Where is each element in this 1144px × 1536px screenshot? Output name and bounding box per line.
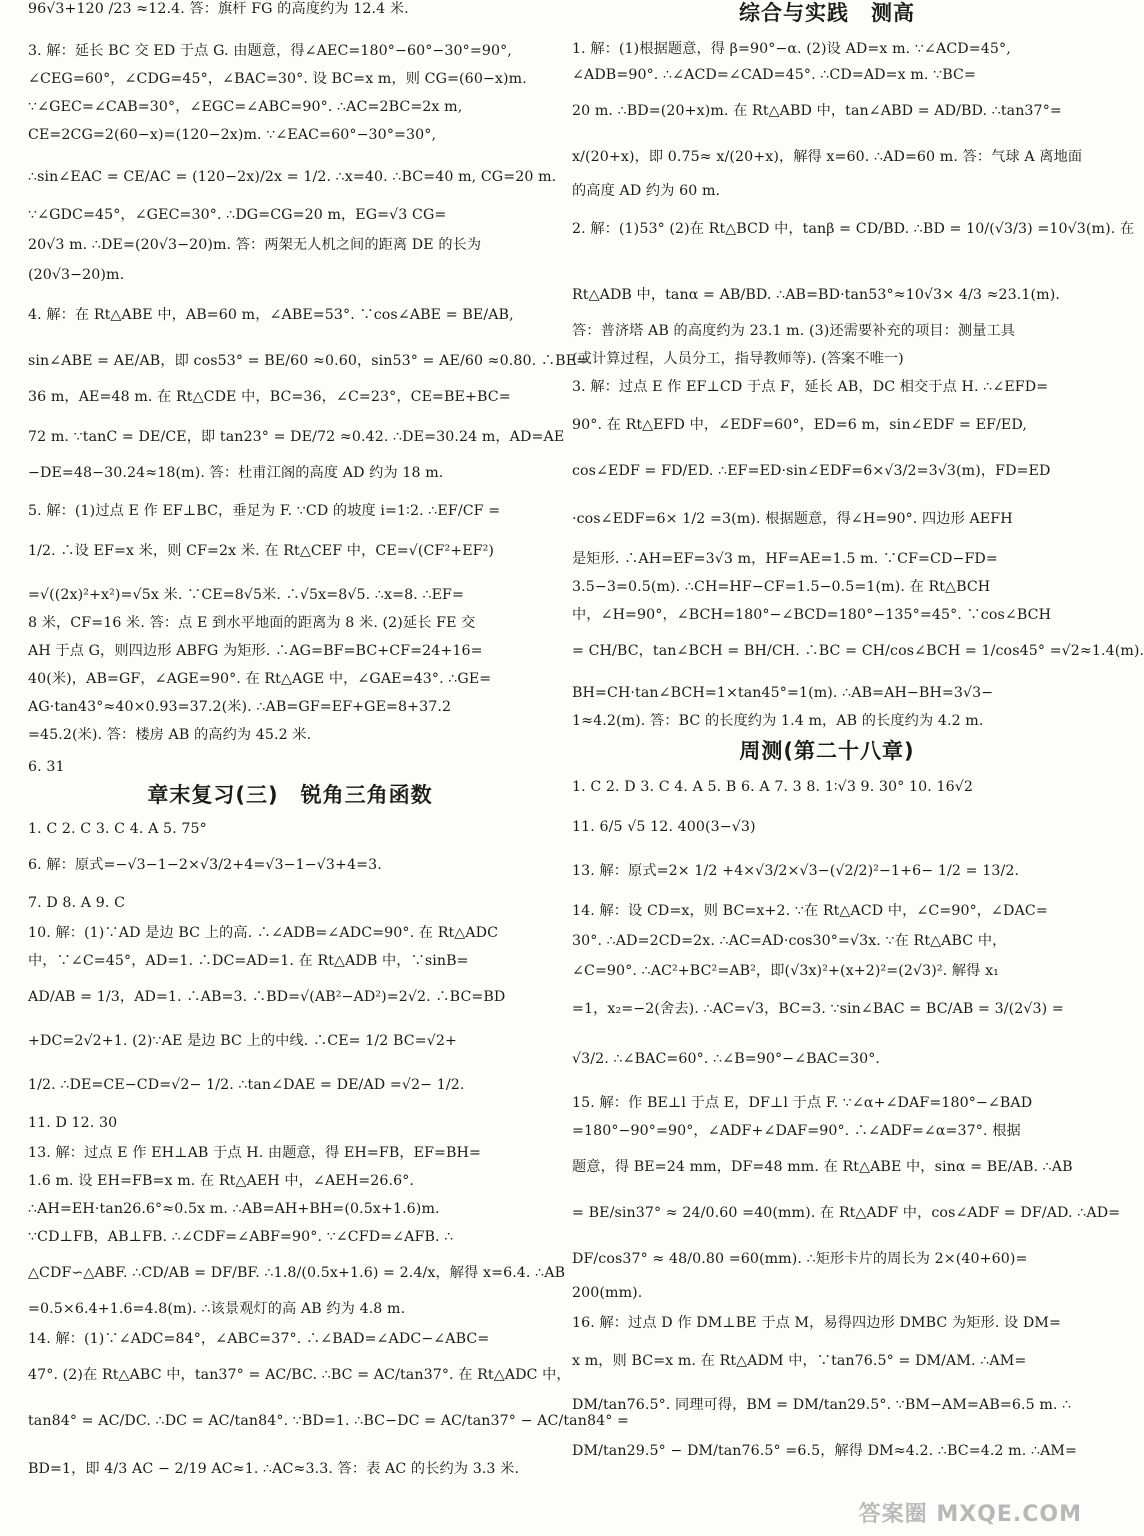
- text-line: 30°. ∴AD=2CD=2x. ∴AC=AD·cos30°=√3x. ∵在 Rt△ABC 中，: [572, 933, 1007, 949]
- text-line: 90°. 在 Rt△EFD 中，∠EDF=60°，ED=6 m，sin∠EDF = EF/ED,: [572, 417, 1027, 433]
- text-line: AD/AB = 1/3，AD=1. ∴AB=3. ∴BD=√(AB²−AD²)=2√2. ∴BC=BD: [28, 989, 506, 1005]
- text-line: √3/2. ∴∠BAC=60°. ∴∠B=90°−∠BAC=30°.: [572, 1051, 881, 1067]
- text-line: 72 m. ∵tanC = DE/CE，即 tan23° = DE/72 ≈0.42. ∴DE=30.24 m，AD=AE: [28, 429, 565, 445]
- text-line: ∠CEG=60°，∠CDG=45°，∠BAC=30°. 设 BC=x m，则 CG=(60−x)m.: [28, 71, 527, 87]
- text-line: 3. 解：过点 E 作 EF⊥CD 于点 F，延长 AB，DC 相交于点 H. ∴∠EFD=: [572, 379, 1049, 395]
- text-line: 16. 解：过点 D 作 DM⊥BE 于点 M，易得四边形 DMBC 为矩形. 设 DM=: [572, 1315, 1062, 1331]
- text-line: 4. 解：在 Rt△ABE 中，AB=60 m，∠ABE=53°. ∵cos∠ABE = BE/AB,: [28, 307, 514, 323]
- text-line: ∠C=90°. ∴AC²+BC²=AB²，即(√3x)²+(x+2)²=(2√3)². 解得 x₁: [572, 963, 999, 979]
- text-line: Rt△ADB 中，tanα = AB/BD. ∴AB=BD·tan53°≈10√3× 4/3 ≈23.1(m).: [572, 287, 1060, 303]
- text-line: 10. 解：(1)∵AD 是边 BC 上的高. ∴∠ADB=∠ADC=90°. 在 Rt△ADC: [28, 925, 499, 941]
- text-line: 15. 解：作 BE⊥l 于点 E，DF⊥l 于点 F. ∵∠α+∠DAF=180°−∠BAD: [572, 1095, 1033, 1111]
- text-line: 中，∵∠C=45°，AD=1. ∴DC=AD=1. 在 Rt△ADB 中，∵sinB=: [28, 953, 469, 969]
- text-line: DF/cos37° ≈ 48/0.80 =60(mm). ∴矩形卡片的周长为 2×(40+60)=: [572, 1251, 1028, 1267]
- text-line: 7. D 8. A 9. C: [28, 895, 126, 911]
- text-line: x/(20+x)，即 0.75≈ x/(20+x)，解得 x=60. ∴AD=60 m. 答：气球 A 离地面: [572, 149, 1083, 165]
- text-line: ∵CD⊥FB，AB⊥FB. ∴∠CDF=∠ABF=90°. ∵∠CFD=∠AFB. ∴: [28, 1229, 454, 1245]
- text-line: 200(mm).: [572, 1285, 643, 1301]
- text-line: 是矩形. ∴AH=EF=3√3 m，HF=AE=1.5 m. ∵CF=CD−FD=: [572, 551, 998, 567]
- text-line: ∴sin∠EAC = CE/AC = (120−2x)/2x = 1/2. ∴x=40. ∴BC=40 m, CG=20 m.: [28, 169, 557, 185]
- text-line: 1≈4.2(m). 答：BC 的长度约为 1.4 m，AB 的长度约为 4.2 m.: [572, 713, 984, 729]
- section-heading: 章末复习(三) 锐角三角函数: [147, 783, 433, 807]
- text-line: CE=2CG=2(60−x)=(120−2x)m. ∵∠EAC=60°−30°=30°,: [28, 127, 437, 143]
- text-line: 11. D 12. 30: [28, 1115, 118, 1131]
- text-line: 3. 解：延长 BC 交 ED 于点 G. 由题意，得∠AEC=180°−60°−30°=90°,: [28, 43, 512, 59]
- text-line: 13. 解：原式=2× 1/2 +4×√3/2×√3−(√2/2)²−1+6− 1/2 = 13/2.: [572, 863, 1020, 879]
- text-line: 96√3+120 /23 ≈12.4. 答：旗杆 FG 的高度约为 12.4 米.: [28, 1, 409, 17]
- text-line: BH=CH·tan∠BCH=1×tan45°=1(m). ∴AB=AH−BH=3√3−: [572, 685, 994, 701]
- watermark: 答案圈 MXQE.COM: [858, 1502, 1082, 1527]
- text-line: −DE=48−30.24≈18(m). 答：杜甫江阁的高度 AD 约为 18 m.: [28, 465, 444, 481]
- text-line: =1，x₂=−2(舍去). ∴AC=√3，BC=3. ∵sin∠BAC = BC/AB = 3/(2√3) =: [572, 1001, 1064, 1017]
- text-line: 47°. (2)在 Rt△ABC 中，tan37° = AC/BC. ∴BC = AC/tan37°. 在 Rt△ADC 中，: [28, 1367, 571, 1383]
- text-line: (20√3−20)m.: [28, 267, 125, 283]
- text-line: =45.2(米). 答：楼房 AB 的高约为 45.2 米.: [28, 727, 312, 743]
- text-line: ·cos∠EDF=6× 1/2 =3(m). 根据题意，得∠H=90°. 四边形 AEFH: [572, 511, 1013, 527]
- text-line: x m，则 BC=x m. 在 Rt△ADM 中，∵tan76.5° = DM/AM. ∴AM=: [572, 1353, 1027, 1369]
- text-line: =180°−90°=90°，∠ADF+∠DAF=90°. ∴∠ADF=∠α=37°. 根据: [572, 1123, 1021, 1139]
- text-line: 14. 解：(1)∵∠ADC=84°，∠ABC=37°. ∴∠BAD=∠ADC−∠ABC=: [28, 1331, 490, 1347]
- text-line: 1. C 2. C 3. C 4. A 5. 75°: [28, 821, 207, 837]
- text-line: =0.5×6.4+1.6=4.8(m). ∴该景观灯的高 AB 约为 4.8 m.: [28, 1301, 406, 1317]
- text-line: ∵∠GDC=45°，∠GEC=30°. ∴DG=CG=20 m，EG=√3 CG=: [28, 207, 447, 223]
- text-line: △CDF∽△ABF. ∴CD/AB = DF/BF. ∴1.8/(0.5x+1.6) = 2.4/x，解得 x=6.4. ∴AB: [28, 1265, 566, 1281]
- text-line: AG·tan43°≈40×0.93=37.2(米). ∴AB=GF=EF+GE=8+37.2: [28, 699, 452, 715]
- text-line: AH 于点 G，则四边形 ABFG 为矩形. ∴AG=BF=BC+CF=24+16=: [28, 643, 483, 659]
- text-line: 20√3 m. ∴DE=(20√3−20)m. 答：两架无人机之间的距离 DE 的长为: [28, 237, 482, 253]
- text-line: 1/2. ∴设 EF=x 米，则 CF=2x 米. 在 Rt△CEF 中，CE=√(CF²+EF²): [28, 543, 495, 559]
- text-line: = CH/BC，tan∠BCH = BH/CH. ∴BC = CH/cos∠BCH = 1/cos45° =√2≈1.4(m).: [572, 643, 1144, 659]
- text-line: sin∠ABE = AE/AB，即 cos53° = BE/60 ≈0.60，sin53° = AE/60 ≈0.80. ∴BE=: [28, 353, 589, 369]
- text-line: 11. 6/5 √5 12. 400(3−√3): [572, 819, 756, 835]
- text-line: BD=1，即 4/3 AC − 2/19 AC≈1. ∴AC≈3.3. 答：表 AC 的长约为 3.3 米.: [28, 1461, 520, 1477]
- section-heading: 综合与实践 测高: [739, 1, 915, 25]
- text-line: 13. 解：过点 E 作 EH⊥AB 于点 H. 由题意，得 EH=FB，EF=BH=: [28, 1145, 482, 1161]
- text-line: DM/tan29.5° − DM/tan76.5° =6.5，解得 DM≈4.2. ∴BC=4.2 m. ∴AM=: [572, 1443, 1078, 1459]
- text-line: 1. C 2. D 3. C 4. A 5. B 6. A 7. 3 8. 1∶√3 9. 30° 10. 16√2: [572, 779, 973, 795]
- text-line: 36 m，AE=48 m. 在 Rt△CDE 中，BC=36，∠C=23°，CE=BE+BC=: [28, 389, 511, 405]
- text-line: 8 米，CF=16 米. 答：点 E 到水平地面的距离为 8 米. (2)延长 FE 交: [28, 615, 476, 631]
- text-line: (或计算过程，人员分工，指导教师等). (答案不唯一): [572, 351, 904, 367]
- text-line: =√((2x)²+x²)=√5x 米. ∵CE=8√5米. ∴√5x=8√5. ∴x=8. ∴EF=: [28, 587, 464, 603]
- text-line: 答：普济塔 AB 的高度约为 23.1 m. (3)还需要补充的项目：测量工具: [572, 323, 1016, 339]
- text-line: 的高度 AD 约为 60 m.: [572, 183, 721, 199]
- text-line: 14. 解：设 CD=x，则 BC=x+2. ∵在 Rt△ACD 中，∠C=90°，∠DAC=: [572, 903, 1048, 919]
- text-line: 题意，得 BE=24 mm，DF=48 mm. 在 Rt△ABE 中，sinα = BE/AB. ∴AB: [572, 1159, 1073, 1175]
- text-line: 6. 解：原式=−√3−1−2×√3/2+4=√3−1−√3+4=3.: [28, 857, 382, 873]
- text-line: 1.6 m. 设 EH=FB=x m. 在 Rt△AEH 中，∠AEH=26.6°.: [28, 1173, 414, 1189]
- text-line: +DC=2√2+1. (2)∵AE 是边 BC 上的中线. ∴CE= 1/2 BC=√2+: [28, 1033, 458, 1049]
- text-line: cos∠EDF = FD/ED. ∴EF=ED·sin∠EDF=6×√3/2=3√3(m)，FD=ED: [572, 463, 1051, 479]
- text-line: 中，∠H=90°，∠BCH=180°−∠BCD=180°−135°=45°. ∵cos∠BCH: [572, 607, 1052, 623]
- text-line: 2. 解：(1)53° (2)在 Rt△BCD 中，tanβ = CD/BD. ∴BD = 10/(√3/3) =10√3(m). 在: [572, 221, 1135, 237]
- text-line: 40(米)，AB=GF，∠AGE=90°. 在 Rt△AGE 中，∠GAE=43°. ∴GE=: [28, 671, 492, 687]
- text-line: ∵∠GEC=∠CAB=30°，∠EGC=∠ABC=90°. ∴AC=2BC=2x m,: [28, 99, 463, 115]
- text-line: 1/2. ∴DE=CE−CD=√2− 1/2. ∴tan∠DAE = DE/AD =√2− 1/2.: [28, 1077, 465, 1093]
- text-line: 5. 解：(1)过点 E 作 EF⊥BC，垂足为 F. ∵CD 的坡度 i=1∶2. ∴EF/CF =: [28, 503, 501, 519]
- text-line: ∠ADB=90°. ∴∠ACD=∠CAD=45°. ∴CD=AD=x m. ∵BC=: [572, 67, 976, 83]
- right-column: [572, 0, 1144, 1536]
- text-line: ∴AH=EH·tan26.6°≈0.5x m. ∴AB=AH+BH=(0.5x+1.6)m.: [28, 1201, 440, 1217]
- text-line: 1. 解：(1)根据题意，得 β=90°−α. (2)设 AD=x m. ∵∠ACD=45°,: [572, 41, 1011, 57]
- text-line: = BE/sin37° ≈ 24/0.60 =40(mm). 在 Rt△ADF 中，cos∠ADF = DF/AD. ∴AD=: [572, 1205, 1121, 1221]
- text-line: tan84° = AC/DC. ∴DC = AC/tan84°. ∵BD=1. ∴BC−DC = AC/tan37° − AC/tan84° =: [28, 1413, 629, 1429]
- text-line: 6. 31: [28, 759, 65, 775]
- section-heading: 周测(第二十八章): [739, 739, 915, 763]
- text-line: 3.5−3=0.5(m). ∴CH=HF−CF=1.5−0.5=1(m). 在 Rt△BCH: [572, 579, 991, 595]
- text-line: DM/tan76.5°. 同理可得，BM = DM/tan29.5°. ∵BM−AM=AB=6.5 m. ∴: [572, 1397, 1072, 1413]
- text-line: 20 m. ∴BD=(20+x)m. 在 Rt△ABD 中，tan∠ABD = AD/BD. ∴tan37°=: [572, 103, 1062, 119]
